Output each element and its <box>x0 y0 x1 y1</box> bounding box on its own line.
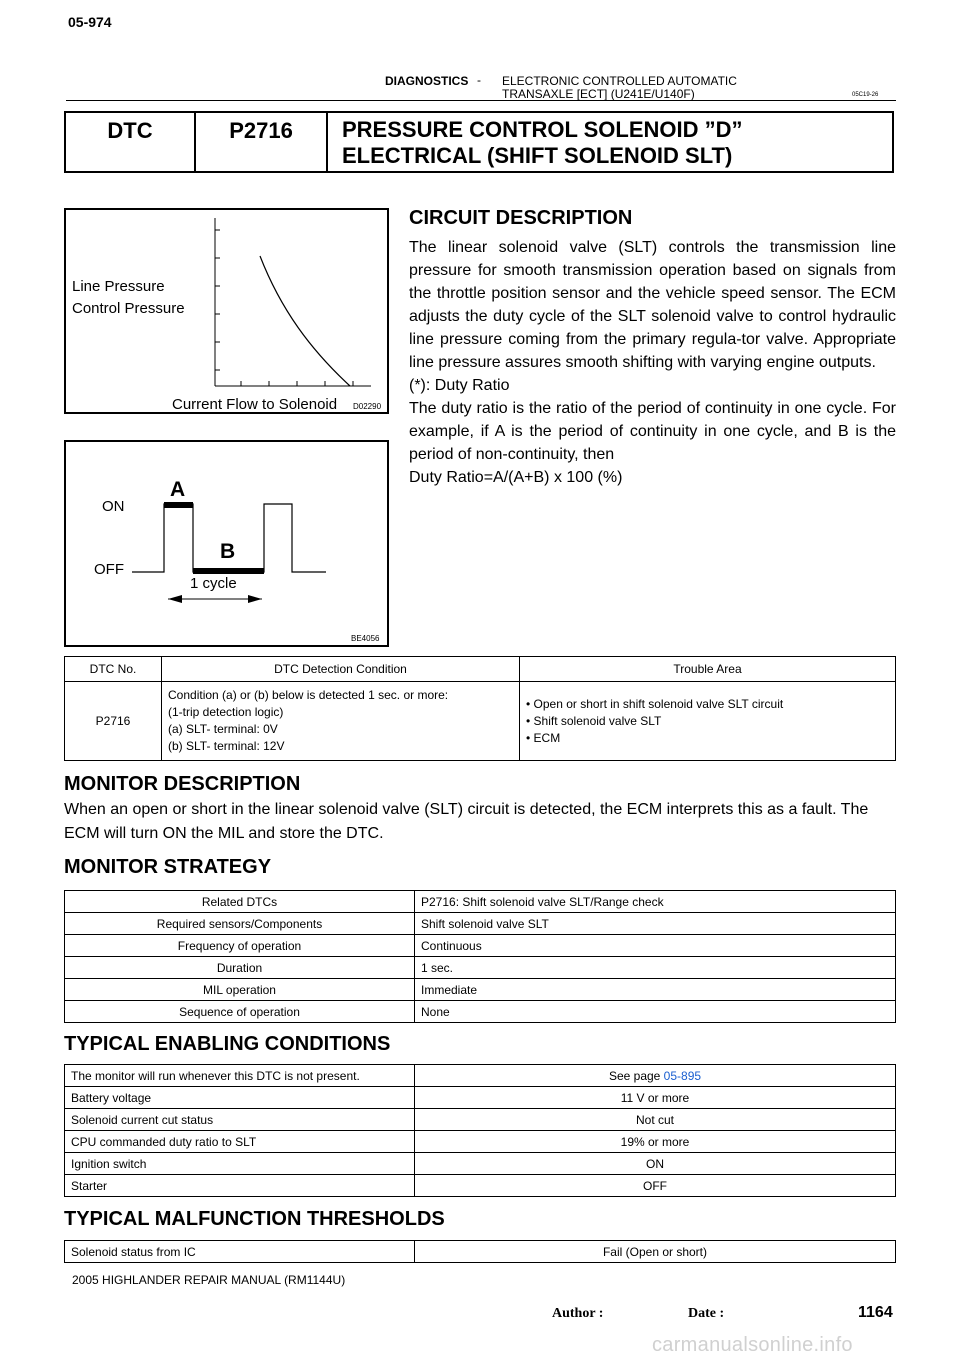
dtc-code: P2716 <box>196 113 328 171</box>
a-label: A <box>170 478 186 501</box>
strategy-label: Sequence of operation <box>65 1001 415 1023</box>
header-section: DIAGNOSTICS <box>385 74 469 88</box>
circuit-para4: Duty Ratio=A/(A+B) x 100 (%) <box>409 469 623 486</box>
dtc-table-header <box>65 657 896 682</box>
table-row <box>65 1087 896 1109</box>
watermark: carmanualsonline.info <box>652 1334 853 1356</box>
table-row <box>65 1153 896 1175</box>
col-detection-condition: DTC Detection Condition <box>162 657 520 682</box>
strategy-label: Frequency of operation <box>65 935 415 957</box>
malfunction-thresholds-table <box>64 1240 896 1263</box>
pressure-curve-figure <box>64 208 389 414</box>
strategy-value: P2716: Shift solenoid valve SLT/Range check <box>415 891 896 913</box>
enabling-label: Starter <box>65 1175 415 1197</box>
duty-cycle-figure <box>64 440 389 647</box>
dtc-table <box>64 656 896 761</box>
ylabel-line1: Line Pressure <box>72 278 165 295</box>
strategy-value: Shift solenoid valve SLT <box>415 913 896 935</box>
circuit-para1: The linear solenoid valve (SLT) controls the transmission line pressure for smooth transmission operation based on signals from the throttle position sensor and the vehicle speed sensor. The ECM adjusts the duty cycle of the SLT solenoid valve to control hydraulic line pressure coming from the primary regula-tor valve. Appropriate line pressure assures smooth shifting with varying engine outputs. <box>409 239 896 371</box>
dtc-name-line1: PRESSURE CONTROL SOLENOID ”D” <box>342 117 743 142</box>
table-row <box>65 935 896 957</box>
strategy-value: Immediate <box>415 979 896 1001</box>
ylabel-line2: Control Pressure <box>72 300 185 317</box>
strategy-value: None <box>415 1001 896 1023</box>
header-title-line2: TRANSAXLE [ECT] (U241E/U140F) <box>502 87 695 101</box>
area-line: • ECM <box>526 730 561 745</box>
condition-line: Condition (a) or (b) below is detected 1 sec. or more: <box>168 688 449 702</box>
dtc-no-cell: P2716 <box>65 682 162 761</box>
table-row <box>65 1241 896 1263</box>
enabling-conditions-table <box>64 1064 896 1197</box>
header-code: 05C19-26 <box>852 92 879 98</box>
enabling-conditions-heading: TYPICAL ENABLING CONDITIONS <box>64 1033 391 1055</box>
dtc-table-row <box>65 682 896 761</box>
detection-condition-cell <box>162 682 520 761</box>
strategy-value: 1 sec. <box>415 957 896 979</box>
table-row <box>65 891 896 913</box>
off-label: OFF <box>94 561 124 578</box>
enabling-value <box>415 1065 896 1087</box>
cycle-label: 1 cycle <box>190 575 237 592</box>
col-trouble-area: Trouble Area <box>520 657 896 682</box>
figure1-code: D02290 <box>353 402 382 411</box>
enabling-label: The monitor will run whenever this DTC is not present. <box>65 1065 415 1087</box>
malfunction-value: Fail (Open or short) <box>415 1241 896 1263</box>
dtc-name <box>342 117 743 169</box>
condition-line: (1-trip detection logic) <box>168 705 284 719</box>
monitor-description-text: When an open or short in the linear solenoid valve (SLT) circuit is detected, the ECM interprets this as a fault. The ECM will turn ON the MIL and store the DTC. <box>64 801 869 842</box>
table-row <box>65 1131 896 1153</box>
circuit-description-text <box>409 236 896 489</box>
malfunction-label: Solenoid status from IC <box>65 1241 415 1263</box>
strategy-label: Duration <box>65 957 415 979</box>
author-label: Author : <box>552 1306 604 1321</box>
monitor-strategy-heading: MONITOR STRATEGY <box>64 856 272 878</box>
enabling-value: 19% or more <box>415 1131 896 1153</box>
table-row <box>65 1065 896 1087</box>
period-a-bar <box>164 502 193 508</box>
circuit-description-heading: CIRCUIT DESCRIPTION <box>409 207 633 229</box>
header-title-line1: ELECTRONIC CONTROLLED AUTOMATIC <box>502 74 737 88</box>
trouble-area-cell <box>520 682 896 761</box>
monitor-strategy-table <box>64 890 896 1023</box>
malfunction-thresholds-heading: TYPICAL MALFUNCTION THRESHOLDS <box>64 1208 445 1230</box>
enabling-value: OFF <box>415 1175 896 1197</box>
enabling-value: Not cut <box>415 1109 896 1131</box>
dtc-title-box <box>64 111 894 173</box>
enabling-label: Battery voltage <box>65 1087 415 1109</box>
page-footer-number: 1164 <box>858 1304 893 1321</box>
date-label: Date : <box>688 1306 725 1321</box>
strategy-label: Required sensors/Components <box>65 913 415 935</box>
header-separator: - <box>477 73 481 87</box>
table-row <box>65 957 896 979</box>
area-line: • Open or short in shift solenoid valve SLT circuit <box>526 696 784 711</box>
dtc-name-line2: ELECTRICAL (SHIFT SOLENOID SLT) <box>342 143 733 168</box>
col-dtc-no: DTC No. <box>65 657 162 682</box>
table-row <box>65 913 896 935</box>
condition-line: (b) SLT- terminal: 12V <box>168 739 285 753</box>
strategy-value: Continuous <box>415 935 896 957</box>
xlabel: Current Flow to Solenoid <box>172 396 338 413</box>
strategy-label: Related DTCs <box>65 891 415 913</box>
period-b-bar <box>193 568 264 574</box>
see-page-prefix: See page <box>608 1068 664 1083</box>
table-row <box>65 1109 896 1131</box>
enabling-label: Ignition switch <box>65 1153 415 1175</box>
dtc-label: DTC <box>66 113 196 171</box>
table-row <box>65 1175 896 1197</box>
strategy-label: MIL operation <box>65 979 415 1001</box>
enabling-value: 11 V or more <box>415 1087 896 1109</box>
enabling-label: Solenoid current cut status <box>65 1109 415 1131</box>
manual-footer: 2005 HIGHLANDER REPAIR MANUAL (RM1144U) <box>72 1273 346 1287</box>
circuit-para3: The duty ratio is the ratio of the period of continuity in one cycle. For example, if A is the period of continuity in one cycle, and B is the period of non-continuity, then <box>409 400 896 463</box>
table-row <box>65 1001 896 1023</box>
area-line: • Shift solenoid valve SLT <box>526 713 662 728</box>
condition-line: (a) SLT- terminal: 0V <box>168 722 278 736</box>
table-row <box>65 979 896 1001</box>
enabling-label: CPU commanded duty ratio to SLT <box>65 1131 415 1153</box>
monitor-description-heading: MONITOR DESCRIPTION <box>64 773 301 795</box>
figure2-code: BE4056 <box>351 634 380 643</box>
header-rule <box>66 100 896 101</box>
page-link[interactable]: 05-895 <box>663 1068 702 1083</box>
b-label: B <box>220 540 236 563</box>
enabling-value: ON <box>415 1153 896 1175</box>
on-label: ON <box>102 498 125 515</box>
circuit-para2: (*): Duty Ratio <box>409 377 510 394</box>
page-number: 05-974 <box>68 14 112 30</box>
